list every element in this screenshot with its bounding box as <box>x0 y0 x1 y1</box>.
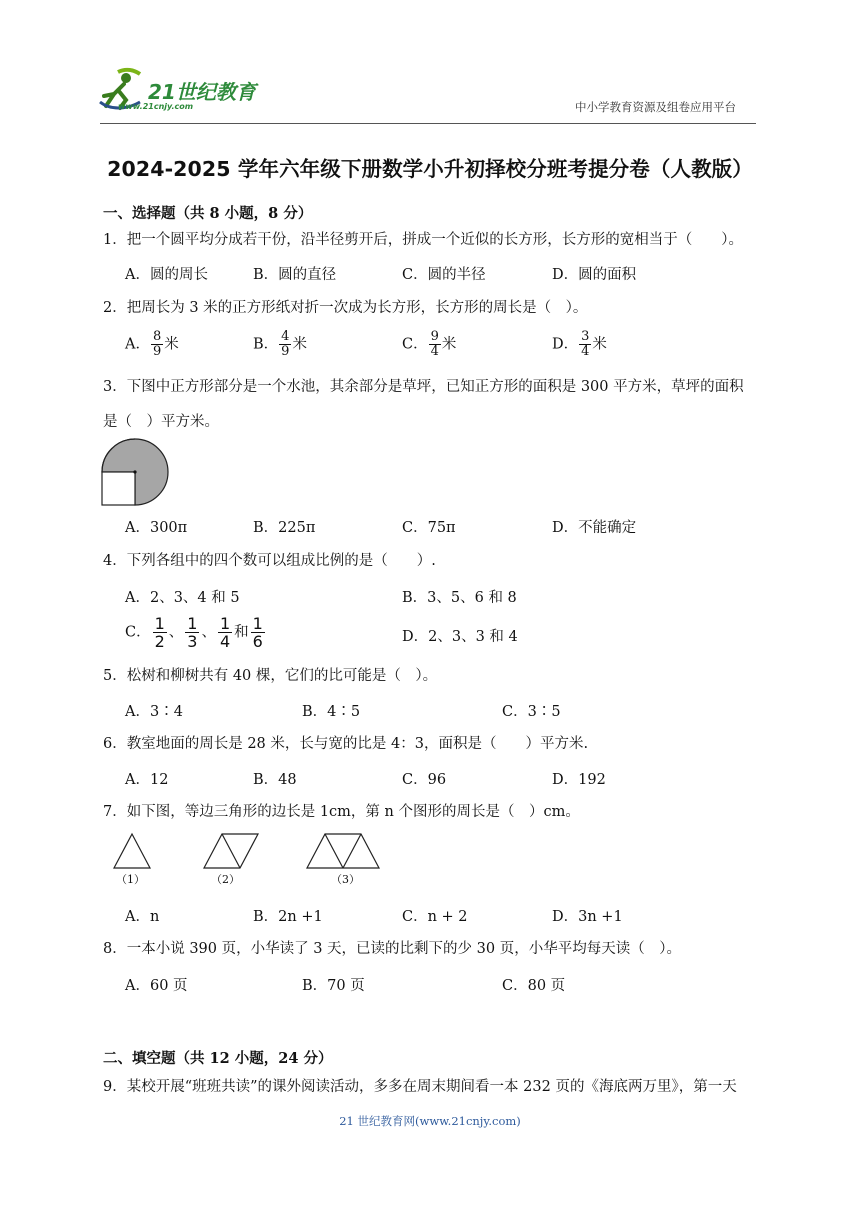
q4-option-a: A．2、3、4 和 5 <box>125 590 240 606</box>
fraction <box>218 615 232 650</box>
q8-option-c: C．80 页 <box>502 978 566 994</box>
q6-option-d: D．192 <box>552 772 606 788</box>
q8-option-a: A．60 页 <box>125 978 188 994</box>
denominator: 4 <box>219 632 231 651</box>
unit: 米 <box>441 336 457 353</box>
numerator: 1 <box>219 614 231 633</box>
q3-option-c: C．75π <box>402 520 456 536</box>
question-1: 1．把一个圆平均分成若干份，沿半径剪开后，拼成一个近似的长方形，长方形的宽相当于（ ）。 <box>103 232 743 248</box>
q2-option-d <box>552 330 607 359</box>
denominator: 4 <box>430 344 439 359</box>
question-4: 4．下列各组中的四个数可以组成比例的是（ ）. <box>103 553 436 569</box>
option-label: B． <box>253 336 279 353</box>
separator: 、 <box>168 624 184 641</box>
option-label: D． <box>552 336 579 353</box>
option-label: C． <box>125 624 151 641</box>
q3-option-d: D．不能确定 <box>552 520 637 536</box>
fraction <box>185 615 199 650</box>
question-5: 5．松树和柳树共有 40 棵，它们的比可能是（ ）。 <box>103 668 438 684</box>
denominator: 9 <box>152 344 162 359</box>
q1-option-c: C．圆的半径 <box>402 267 486 283</box>
page-title: 2024-2025 学年六年级下册数学小升初择校分班考提分卷（人教版） <box>107 157 753 181</box>
q6-option-a: A．12 <box>125 772 169 788</box>
numerator: 4 <box>281 329 290 344</box>
q5-option-a: A．3∶4 <box>125 704 183 720</box>
q7-option-d: D．3n +1 <box>552 909 623 925</box>
conjunction: 和 <box>234 624 249 641</box>
denominator: 4 <box>581 344 590 359</box>
fraction <box>279 330 291 359</box>
q4-option-b: B．3、5、6 和 8 <box>402 590 517 606</box>
denominator: 2 <box>154 632 165 651</box>
logo <box>96 66 266 116</box>
figure-label-3: （3） <box>331 873 360 886</box>
numerator: 1 <box>154 614 165 633</box>
q7-option-b: B．2n +1 <box>253 909 323 925</box>
numerator: 1 <box>187 614 198 633</box>
fraction <box>153 615 167 650</box>
q2-option-a <box>125 330 179 359</box>
q4-option-c <box>125 615 267 650</box>
q7-option-c: C．n + 2 <box>402 909 468 925</box>
numerator: 3 <box>581 329 590 344</box>
q1-option-d: D．圆的面积 <box>552 267 637 283</box>
fraction <box>579 330 591 359</box>
question-6: 6．教室地面的周长是 28 米，长与宽的比是 4：3，面积是（ ）平方米. <box>103 736 589 752</box>
quarter-circle-pond-figure <box>100 438 172 508</box>
numerator: 1 <box>252 614 263 633</box>
platform-tagline: 中小学教育资源及组卷应用平台 <box>575 100 736 114</box>
q2-option-b <box>253 330 307 359</box>
figure-label-2: （2） <box>211 873 240 886</box>
denominator: 6 <box>252 632 263 651</box>
footer-link[interactable]: 21 世纪教育网(www.21cnjy.com) <box>339 1114 521 1128</box>
logo-text: 21世纪教育 <box>148 80 256 104</box>
q7-option-a: A．n <box>125 909 160 925</box>
option-label: C． <box>402 336 428 353</box>
question-3-line-2: 是（ ）平方米。 <box>103 414 219 430</box>
unit: 米 <box>164 336 179 353</box>
option-label: A． <box>125 336 150 353</box>
q5-option-b: B．4∶5 <box>302 704 361 720</box>
unit: 米 <box>592 336 607 353</box>
section-heading-fill-in: 二、填空题（共 12 小题，24 分） <box>103 1050 333 1067</box>
q3-option-a: A．300π <box>125 520 188 536</box>
numerator: 8 <box>152 329 162 344</box>
question-7: 7．如下图，等边三角形的边长是 1cm，第 n 个图形的周长是（ ）cm。 <box>103 804 580 820</box>
question-2: 2．把周长为 3 米的正方形纸对折一次成为长方形，长方形的周长是（ ）。 <box>103 300 588 316</box>
numerator: 9 <box>430 329 439 344</box>
fraction <box>251 615 265 650</box>
unit: 米 <box>292 336 307 353</box>
q8-option-b: B．70 页 <box>302 978 365 994</box>
fraction <box>429 330 441 359</box>
question-9: 9．某校开展“班班共读”的课外阅读活动，多多在周末期间看一本 232 页的《海底两万里》，第一天 <box>103 1079 737 1095</box>
logo-url: www.21cnjy.com <box>118 102 194 111</box>
denominator: 9 <box>281 344 290 359</box>
q6-option-c: C．96 <box>402 772 447 788</box>
fraction <box>151 330 163 359</box>
q6-option-b: B．48 <box>253 772 297 788</box>
q5-option-c: C．3∶5 <box>502 704 561 720</box>
q4-option-d: D．2、3、3 和 4 <box>402 629 518 645</box>
denominator: 3 <box>187 632 198 651</box>
q1-option-b: B．圆的直径 <box>253 267 337 283</box>
q2-option-c <box>402 330 456 359</box>
question-8: 8．一本小说 390 页，小华读了 3 天，已读的比剩下的少 30 页，小华平均每天读（ ）。 <box>103 941 681 957</box>
header-divider <box>100 123 756 124</box>
section-heading-choice: 一、选择题（共 8 小题，8 分） <box>103 205 313 222</box>
separator: 、 <box>201 624 216 641</box>
question-3-line-1: 3．下图中正方形部分是一个水池，其余部分是草坪，已知正方形的面积是 300 平方米，草坪的面积 <box>103 379 744 395</box>
q1-option-a: A．圆的周长 <box>125 267 208 283</box>
q3-option-b: B．225π <box>253 520 316 536</box>
figure-label-1: （1） <box>116 873 145 886</box>
